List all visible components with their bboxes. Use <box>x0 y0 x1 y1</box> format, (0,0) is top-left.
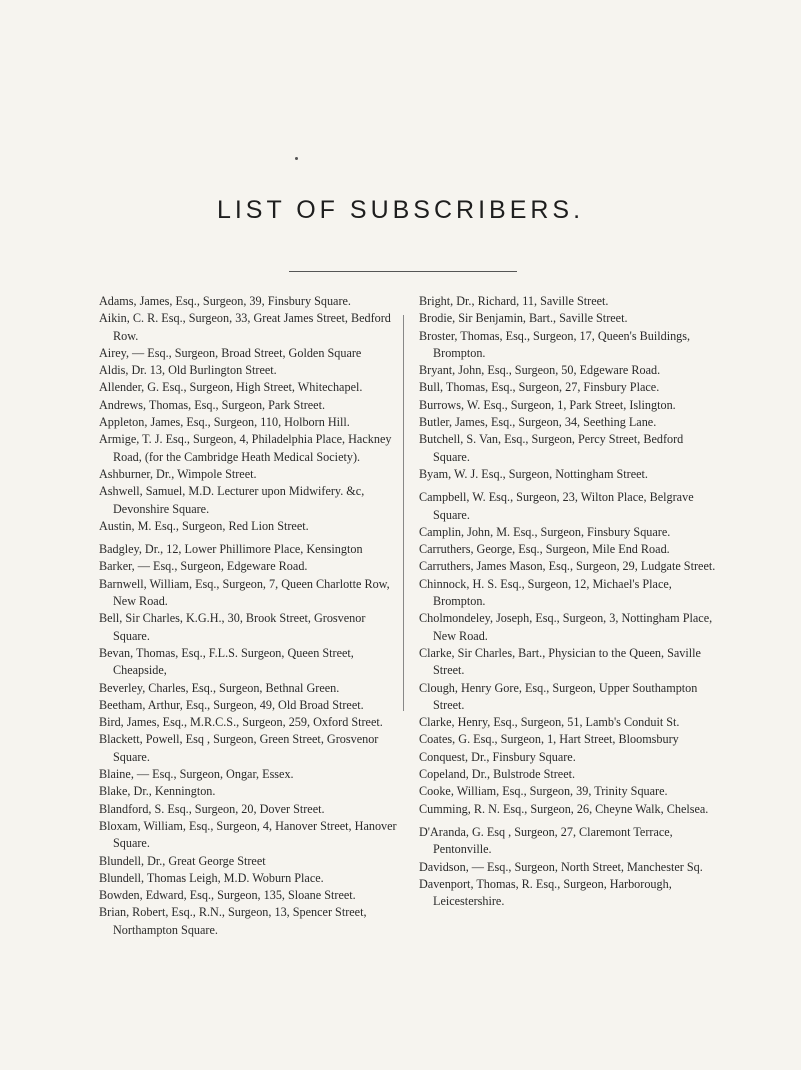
subscriber-entry: Brian, Robert, Esq., R.N., Surgeon, 13, Spencer Street, Northampton Square. <box>99 905 367 937</box>
subscriber-entry: Cholmondeley, Joseph, Esq., Surgeon, 3, Nottingham Place, New Road. <box>419 611 713 643</box>
subscriber-entry: Butchell, S. Van, Esq., Surgeon, Percy Street, Bedford Square. <box>419 432 684 464</box>
subscriber-entry: Bull, Thomas, Esq., Surgeon, 27, Finsbury Place. <box>419 380 660 395</box>
subscriber-entry: Blake, Dr., Kennington. <box>99 784 216 799</box>
subscriber-entry: Badgley, Dr., 12, Lower Phillimore Place, Kensington <box>99 542 363 557</box>
subscriber-entry: Bird, James, Esq., M.R.C.S., Surgeon, 259, Oxford Street. <box>99 715 383 730</box>
subscriber-entry: Carruthers, James Mason, Esq., Surgeon, 29, Ludgate Street. <box>419 559 716 574</box>
subscriber-entry: Broster, Thomas, Esq., Surgeon, 17, Queen's Buildings, Brompton. <box>419 328 691 360</box>
subscriber-entry: Camplin, John, M. Esq., Surgeon, Finsbury Square. <box>419 524 671 539</box>
subscriber-entry: Barnwell, William, Esq., Surgeon, 7, Queen Charlotte Row, New Road. <box>99 576 390 609</box>
subscriber-group <box>419 293 719 483</box>
subscriber-entry: Ashwell, Samuel, M.D. Lecturer upon Midwifery. &c, Devonshire Square. <box>99 484 365 516</box>
subscriber-entry: Cumming, R. N. Esq., Surgeon, 26, Cheyne Walk, Chelsea. <box>419 801 709 816</box>
subscriber-entry: Allender, G. Esq., Surgeon, High Street, Whitechapel. <box>99 380 363 395</box>
subscriber-group <box>419 489 719 818</box>
subscriber-entry: Copeland, Dr., Bulstrode Street. <box>419 767 576 782</box>
subscriber-entry: Airey, — Esq., Surgeon, Broad Street, Golden Square <box>99 345 362 360</box>
subscriber-entry: Davidson, — Esq., Surgeon, North Street, Manchester Sq. <box>419 859 703 874</box>
subscriber-entry: Bryant, John, Esq., Surgeon, 50, Edgeware Road. <box>419 363 661 378</box>
subscriber-entry: Blundell, Dr., Great George Street <box>99 853 266 868</box>
subscriber-entry: Clarke, Henry, Esq., Surgeon, 51, Lamb's Conduit St. <box>419 715 680 730</box>
subscriber-entry: Cooke, William, Esq., Surgeon, 39, Trinity Square. <box>419 784 668 799</box>
ink-speck <box>295 157 298 160</box>
subscriber-entry: Andrews, Thomas, Esq., Surgeon, Park Street. <box>99 397 326 412</box>
subscriber-entry: Bloxam, William, Esq., Surgeon, 4, Hanover Street, Hanover Square. <box>99 818 397 851</box>
subscriber-entry: Clough, Henry Gore, Esq., Surgeon, Upper Southampton Street. <box>419 680 698 712</box>
subscriber-entry: Barker, — Esq., Surgeon, Edgeware Road. <box>99 559 308 574</box>
subscriber-entry: Blundell, Thomas Leigh, M.D. Woburn Place. <box>99 870 324 885</box>
subscriber-entry: Austin, M. Esq., Surgeon, Red Lion Street. <box>99 518 309 533</box>
subscriber-entry: Bell, Sir Charles, K.G.H., 30, Brook Street, Grosvenor Square. <box>99 611 366 643</box>
subscriber-entry: Appleton, James, Esq., Surgeon, 110, Holborn Hill. <box>99 415 350 430</box>
subscriber-entry: Aikin, C. R. Esq., Surgeon, 33, Great James Street, Bedford Row. <box>99 311 391 343</box>
subscriber-entry: Carruthers, George, Esq., Surgeon, Mile End Road. <box>419 542 670 557</box>
subscriber-entry: Clarke, Sir Charles, Bart., Physician to the Queen, Saville Street. <box>419 645 701 678</box>
subscriber-entry: Campbell, W. Esq., Surgeon, 23, Wilton Place, Belgrave Square. <box>419 490 694 522</box>
subscriber-entry: Beetham, Arthur, Esq., Surgeon, 49, Old Broad Street. <box>99 697 364 712</box>
subscriber-entry: Blackett, Powell, Esq , Surgeon, Green Street, Grosvenor Square. <box>99 732 379 764</box>
left-column <box>99 293 397 939</box>
subscriber-entry: Brodie, Sir Benjamin, Bart., Saville Street. <box>419 311 628 326</box>
subscriber-entry: Burrows, W. Esq., Surgeon, 1, Park Street, Islington. <box>419 397 676 412</box>
title-rule <box>289 271 517 272</box>
subscriber-entry: Armige, T. J. Esq., Surgeon, 4, Philadelphia Place, Hackney Road, (for the Cambridge Heath Medical Society). <box>99 432 392 464</box>
subscriber-entry: Beverley, Charles, Esq., Surgeon, Bethnal Green. <box>99 680 340 695</box>
subscriber-group <box>99 293 397 535</box>
right-column <box>419 293 719 910</box>
subscriber-entry: Blandford, S. Esq., Surgeon, 20, Dover Street. <box>99 801 325 816</box>
subscriber-entry: Conquest, Dr., Finsbury Square. <box>419 749 576 764</box>
subscriber-entry: Chinnock, H. S. Esq., Surgeon, 12, Michael's Place, Brompton. <box>419 576 672 609</box>
subscriber-entry: Coates, G. Esq., Surgeon, 1, Hart Street, Bloomsbury <box>419 732 679 747</box>
subscriber-entry: Bowden, Edward, Esq., Surgeon, 135, Sloane Street. <box>99 888 356 903</box>
subscriber-group <box>99 541 397 939</box>
subscriber-entry: Byam, W. J. Esq., Surgeon, Nottingham Street. <box>419 466 648 481</box>
page-title: LIST OF SUBSCRIBERS. <box>216 196 585 224</box>
subscriber-entry: Adams, James, Esq., Surgeon, 39, Finsbury Square. <box>99 294 351 308</box>
subscriber-entry: Aldis, Dr. 13, Old Burlington Street. <box>99 363 277 378</box>
subscriber-entry: Blaine, — Esq., Surgeon, Ongar, Essex. <box>99 767 294 782</box>
subscriber-entry: Davenport, Thomas, R. Esq., Surgeon, Harborough, Leicestershire. <box>419 876 672 909</box>
subscriber-entry: Bright, Dr., Richard, 11, Saville Street. <box>419 294 609 308</box>
subscriber-entry: Bevan, Thomas, Esq., F.L.S. Surgeon, Queen Street, Cheapside, <box>99 645 354 678</box>
subscriber-entry: Butler, James, Esq., Surgeon, 34, Seething Lane. <box>419 415 657 430</box>
subscriber-entry: Ashburner, Dr., Wimpole Street. <box>99 466 257 481</box>
subscriber-group <box>419 824 719 910</box>
subscriber-entry: D'Aranda, G. Esq , Surgeon, 27, Claremont Terrace, Pentonville. <box>419 824 673 857</box>
